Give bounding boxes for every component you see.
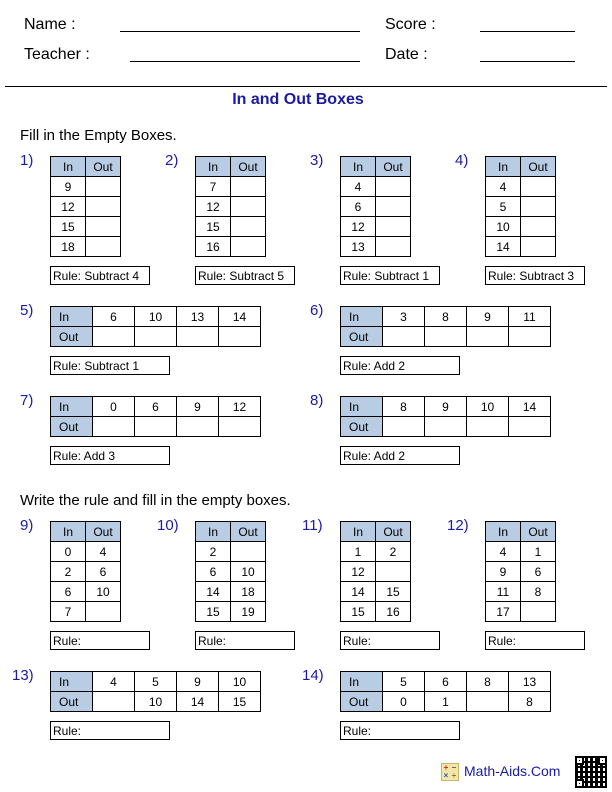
- rule-box[interactable]: Rule:: [50, 631, 150, 650]
- out-cell[interactable]: [219, 327, 261, 347]
- qr-code-icon: [575, 756, 607, 788]
- in-header: In: [486, 522, 521, 542]
- out-cell: 0: [383, 692, 425, 712]
- section-1-instruction: Fill in the Empty Boxes.: [20, 127, 177, 144]
- in-out-table: [340, 671, 551, 712]
- teacher-field[interactable]: [130, 61, 360, 62]
- in-header: In: [486, 157, 521, 177]
- out-cell: 14: [177, 692, 219, 712]
- out-cell: 2: [376, 542, 411, 562]
- problem-number: 1): [20, 152, 34, 169]
- in-cell: 12: [341, 217, 376, 237]
- out-cell[interactable]: [509, 417, 551, 437]
- out-cell[interactable]: [86, 177, 121, 197]
- rule-box[interactable]: Rule:: [195, 631, 295, 650]
- out-cell[interactable]: [86, 217, 121, 237]
- out-cell: 15: [219, 692, 261, 712]
- in-out-table: [50, 306, 261, 347]
- out-header: Out: [341, 692, 383, 712]
- in-header: In: [196, 157, 231, 177]
- rule-box[interactable]: Rule: Subtract 1: [340, 266, 440, 285]
- rule-box[interactable]: Rule: Add 3: [50, 446, 170, 465]
- out-header: Out: [231, 157, 266, 177]
- in-cell: 12: [196, 197, 231, 217]
- rule-box[interactable]: Rule: Add 2: [340, 356, 460, 375]
- in-cell: 9: [425, 397, 467, 417]
- in-cell: 15: [51, 217, 86, 237]
- in-header: In: [341, 157, 376, 177]
- out-cell: 8: [521, 582, 556, 602]
- rule-box[interactable]: Rule:: [50, 721, 170, 740]
- out-header: Out: [51, 417, 93, 437]
- problem-number: 8): [310, 392, 324, 409]
- out-cell: 15: [376, 582, 411, 602]
- in-cell: 10: [219, 672, 261, 692]
- out-cell: 4: [86, 542, 121, 562]
- in-cell: 16: [196, 237, 231, 257]
- out-cell[interactable]: [376, 237, 411, 257]
- brand-link[interactable]: Math-Aids.Com: [464, 763, 561, 779]
- in-cell: 15: [196, 602, 231, 622]
- rule-box[interactable]: Rule: Subtract 3: [485, 266, 585, 285]
- out-cell: 18: [231, 582, 266, 602]
- in-cell: 9: [467, 307, 509, 327]
- in-cell: 12: [219, 397, 261, 417]
- in-header: In: [196, 522, 231, 542]
- out-cell[interactable]: [383, 327, 425, 347]
- in-cell: 6: [135, 397, 177, 417]
- in-cell: 15: [341, 602, 376, 622]
- in-cell: 7: [196, 177, 231, 197]
- out-cell[interactable]: [425, 327, 467, 347]
- section-2-instruction: Write the rule and fill in the empty boxes.: [20, 492, 291, 509]
- in-header: In: [51, 672, 93, 692]
- out-cell[interactable]: [521, 217, 556, 237]
- out-cell: 6: [521, 562, 556, 582]
- in-cell: 14: [219, 307, 261, 327]
- in-cell: 6: [51, 582, 86, 602]
- in-cell: 17: [486, 602, 521, 622]
- out-header: Out: [376, 522, 411, 542]
- in-cell: 13: [341, 237, 376, 257]
- problem-number: 5): [20, 302, 34, 319]
- in-header: In: [341, 397, 383, 417]
- out-cell[interactable]: [231, 217, 266, 237]
- in-cell: 10: [486, 217, 521, 237]
- in-cell: 13: [509, 672, 551, 692]
- rule-box[interactable]: Rule:: [340, 631, 440, 650]
- out-cell[interactable]: [521, 177, 556, 197]
- in-out-table: [195, 156, 266, 257]
- in-cell: 4: [486, 177, 521, 197]
- in-out-table: [485, 156, 556, 257]
- in-cell: 5: [135, 672, 177, 692]
- in-cell: 3: [383, 307, 425, 327]
- in-header: In: [51, 522, 86, 542]
- rule-box[interactable]: Rule: Subtract 5: [195, 266, 295, 285]
- out-cell: 19: [231, 602, 266, 622]
- out-cell[interactable]: [376, 197, 411, 217]
- problem-number: 3): [310, 152, 324, 169]
- out-cell[interactable]: [93, 327, 135, 347]
- out-cell[interactable]: [521, 197, 556, 217]
- in-out-table: [340, 396, 551, 437]
- out-cell[interactable]: [467, 327, 509, 347]
- out-cell[interactable]: [376, 562, 411, 582]
- in-header: In: [341, 307, 383, 327]
- out-cell: 1: [521, 542, 556, 562]
- problem-number: 7): [20, 392, 34, 409]
- problem-number: 2): [165, 152, 179, 169]
- in-cell: 6: [425, 672, 467, 692]
- in-cell: 8: [467, 672, 509, 692]
- out-cell[interactable]: [467, 692, 509, 712]
- in-out-table: [340, 306, 551, 347]
- in-header: In: [341, 672, 383, 692]
- rule-box[interactable]: Rule: Subtract 4: [50, 266, 150, 285]
- name-label: Name :: [24, 16, 76, 33]
- in-out-table: [340, 156, 411, 257]
- out-header: Out: [86, 157, 121, 177]
- in-cell: 14: [341, 582, 376, 602]
- problem-number: 10): [157, 517, 179, 534]
- teacher-label: Teacher :: [24, 46, 90, 63]
- in-cell: 4: [486, 542, 521, 562]
- out-cell[interactable]: [521, 602, 556, 622]
- in-out-table: [50, 521, 121, 622]
- in-cell: 11: [509, 307, 551, 327]
- in-cell: 1: [341, 542, 376, 562]
- problem-number: 4): [455, 152, 469, 169]
- out-cell[interactable]: [521, 237, 556, 257]
- in-cell: 0: [51, 542, 86, 562]
- out-cell[interactable]: [231, 197, 266, 217]
- in-cell: 9: [51, 177, 86, 197]
- out-cell: 16: [376, 602, 411, 622]
- out-cell: 10: [86, 582, 121, 602]
- rule-box[interactable]: Rule:: [340, 721, 460, 740]
- out-header: Out: [51, 692, 93, 712]
- in-cell: 12: [51, 197, 86, 217]
- out-cell[interactable]: [86, 602, 121, 622]
- out-cell[interactable]: [177, 417, 219, 437]
- out-header: Out: [231, 522, 266, 542]
- out-cell[interactable]: [231, 237, 266, 257]
- out-cell[interactable]: [376, 217, 411, 237]
- in-out-table: [195, 521, 266, 622]
- out-cell: 6: [86, 562, 121, 582]
- out-cell[interactable]: [219, 417, 261, 437]
- in-cell: 6: [341, 197, 376, 217]
- rule-box[interactable]: Rule: Subtract 1: [50, 356, 170, 375]
- out-cell: 10: [231, 562, 266, 582]
- in-cell: 15: [196, 217, 231, 237]
- out-header: Out: [521, 522, 556, 542]
- in-cell: 8: [425, 307, 467, 327]
- in-out-table: [485, 521, 556, 622]
- in-cell: 6: [196, 562, 231, 582]
- in-cell: 5: [486, 197, 521, 217]
- in-cell: 2: [196, 542, 231, 562]
- in-header: In: [51, 307, 93, 327]
- in-header: In: [341, 522, 376, 542]
- in-out-table: [50, 396, 261, 437]
- out-cell[interactable]: [135, 417, 177, 437]
- out-cell[interactable]: [383, 417, 425, 437]
- rule-box[interactable]: Rule:: [485, 631, 585, 650]
- in-cell: 18: [51, 237, 86, 257]
- header-divider: [5, 86, 607, 87]
- out-cell[interactable]: [93, 417, 135, 437]
- out-header: Out: [341, 327, 383, 347]
- in-cell: 9: [177, 397, 219, 417]
- in-cell: 0: [93, 397, 135, 417]
- problem-number: 6): [310, 302, 324, 319]
- calculator-icon: + − × ÷: [441, 763, 459, 781]
- in-cell: 9: [486, 562, 521, 582]
- problem-number: 14): [302, 667, 324, 684]
- out-cell[interactable]: [467, 417, 509, 437]
- out-header: Out: [521, 157, 556, 177]
- out-cell[interactable]: [231, 177, 266, 197]
- out-cell: 8: [509, 692, 551, 712]
- out-cell[interactable]: [135, 327, 177, 347]
- problem-number: 12): [447, 517, 469, 534]
- out-cell[interactable]: [177, 327, 219, 347]
- out-cell[interactable]: [86, 237, 121, 257]
- out-cell: 1: [425, 692, 467, 712]
- page-title: In and Out Boxes: [232, 91, 364, 108]
- out-header: Out: [341, 417, 383, 437]
- in-cell: 10: [467, 397, 509, 417]
- in-cell: 7: [51, 602, 86, 622]
- out-cell[interactable]: [425, 417, 467, 437]
- out-header: Out: [376, 157, 411, 177]
- date-label: Date :: [385, 46, 428, 63]
- name-field[interactable]: [120, 31, 360, 32]
- score-label: Score :: [385, 16, 436, 33]
- out-cell[interactable]: [93, 692, 135, 712]
- in-cell: 4: [341, 177, 376, 197]
- in-cell: 11: [486, 582, 521, 602]
- in-cell: 13: [177, 307, 219, 327]
- problem-number: 9): [20, 517, 34, 534]
- problem-number: 13): [12, 667, 34, 684]
- in-cell: 6: [93, 307, 135, 327]
- in-cell: 12: [341, 562, 376, 582]
- in-cell: 14: [509, 397, 551, 417]
- in-out-table: [340, 521, 411, 622]
- date-field[interactable]: [480, 61, 575, 62]
- out-cell[interactable]: [376, 177, 411, 197]
- rule-box[interactable]: Rule: Add 2: [340, 446, 460, 465]
- problem-number: 11): [302, 517, 323, 534]
- in-cell: 2: [51, 562, 86, 582]
- out-header: Out: [86, 522, 121, 542]
- in-cell: 4: [93, 672, 135, 692]
- out-cell: 10: [135, 692, 177, 712]
- out-cell[interactable]: [509, 327, 551, 347]
- in-cell: 9: [177, 672, 219, 692]
- in-out-table: [50, 156, 121, 257]
- out-cell[interactable]: [231, 542, 266, 562]
- in-header: In: [51, 157, 86, 177]
- in-cell: 8: [383, 397, 425, 417]
- out-header: Out: [51, 327, 93, 347]
- in-cell: 14: [196, 582, 231, 602]
- in-cell: 5: [383, 672, 425, 692]
- in-out-table: [50, 671, 261, 712]
- in-cell: 14: [486, 237, 521, 257]
- in-header: In: [51, 397, 93, 417]
- in-cell: 10: [135, 307, 177, 327]
- score-field[interactable]: [480, 31, 575, 32]
- out-cell[interactable]: [86, 197, 121, 217]
